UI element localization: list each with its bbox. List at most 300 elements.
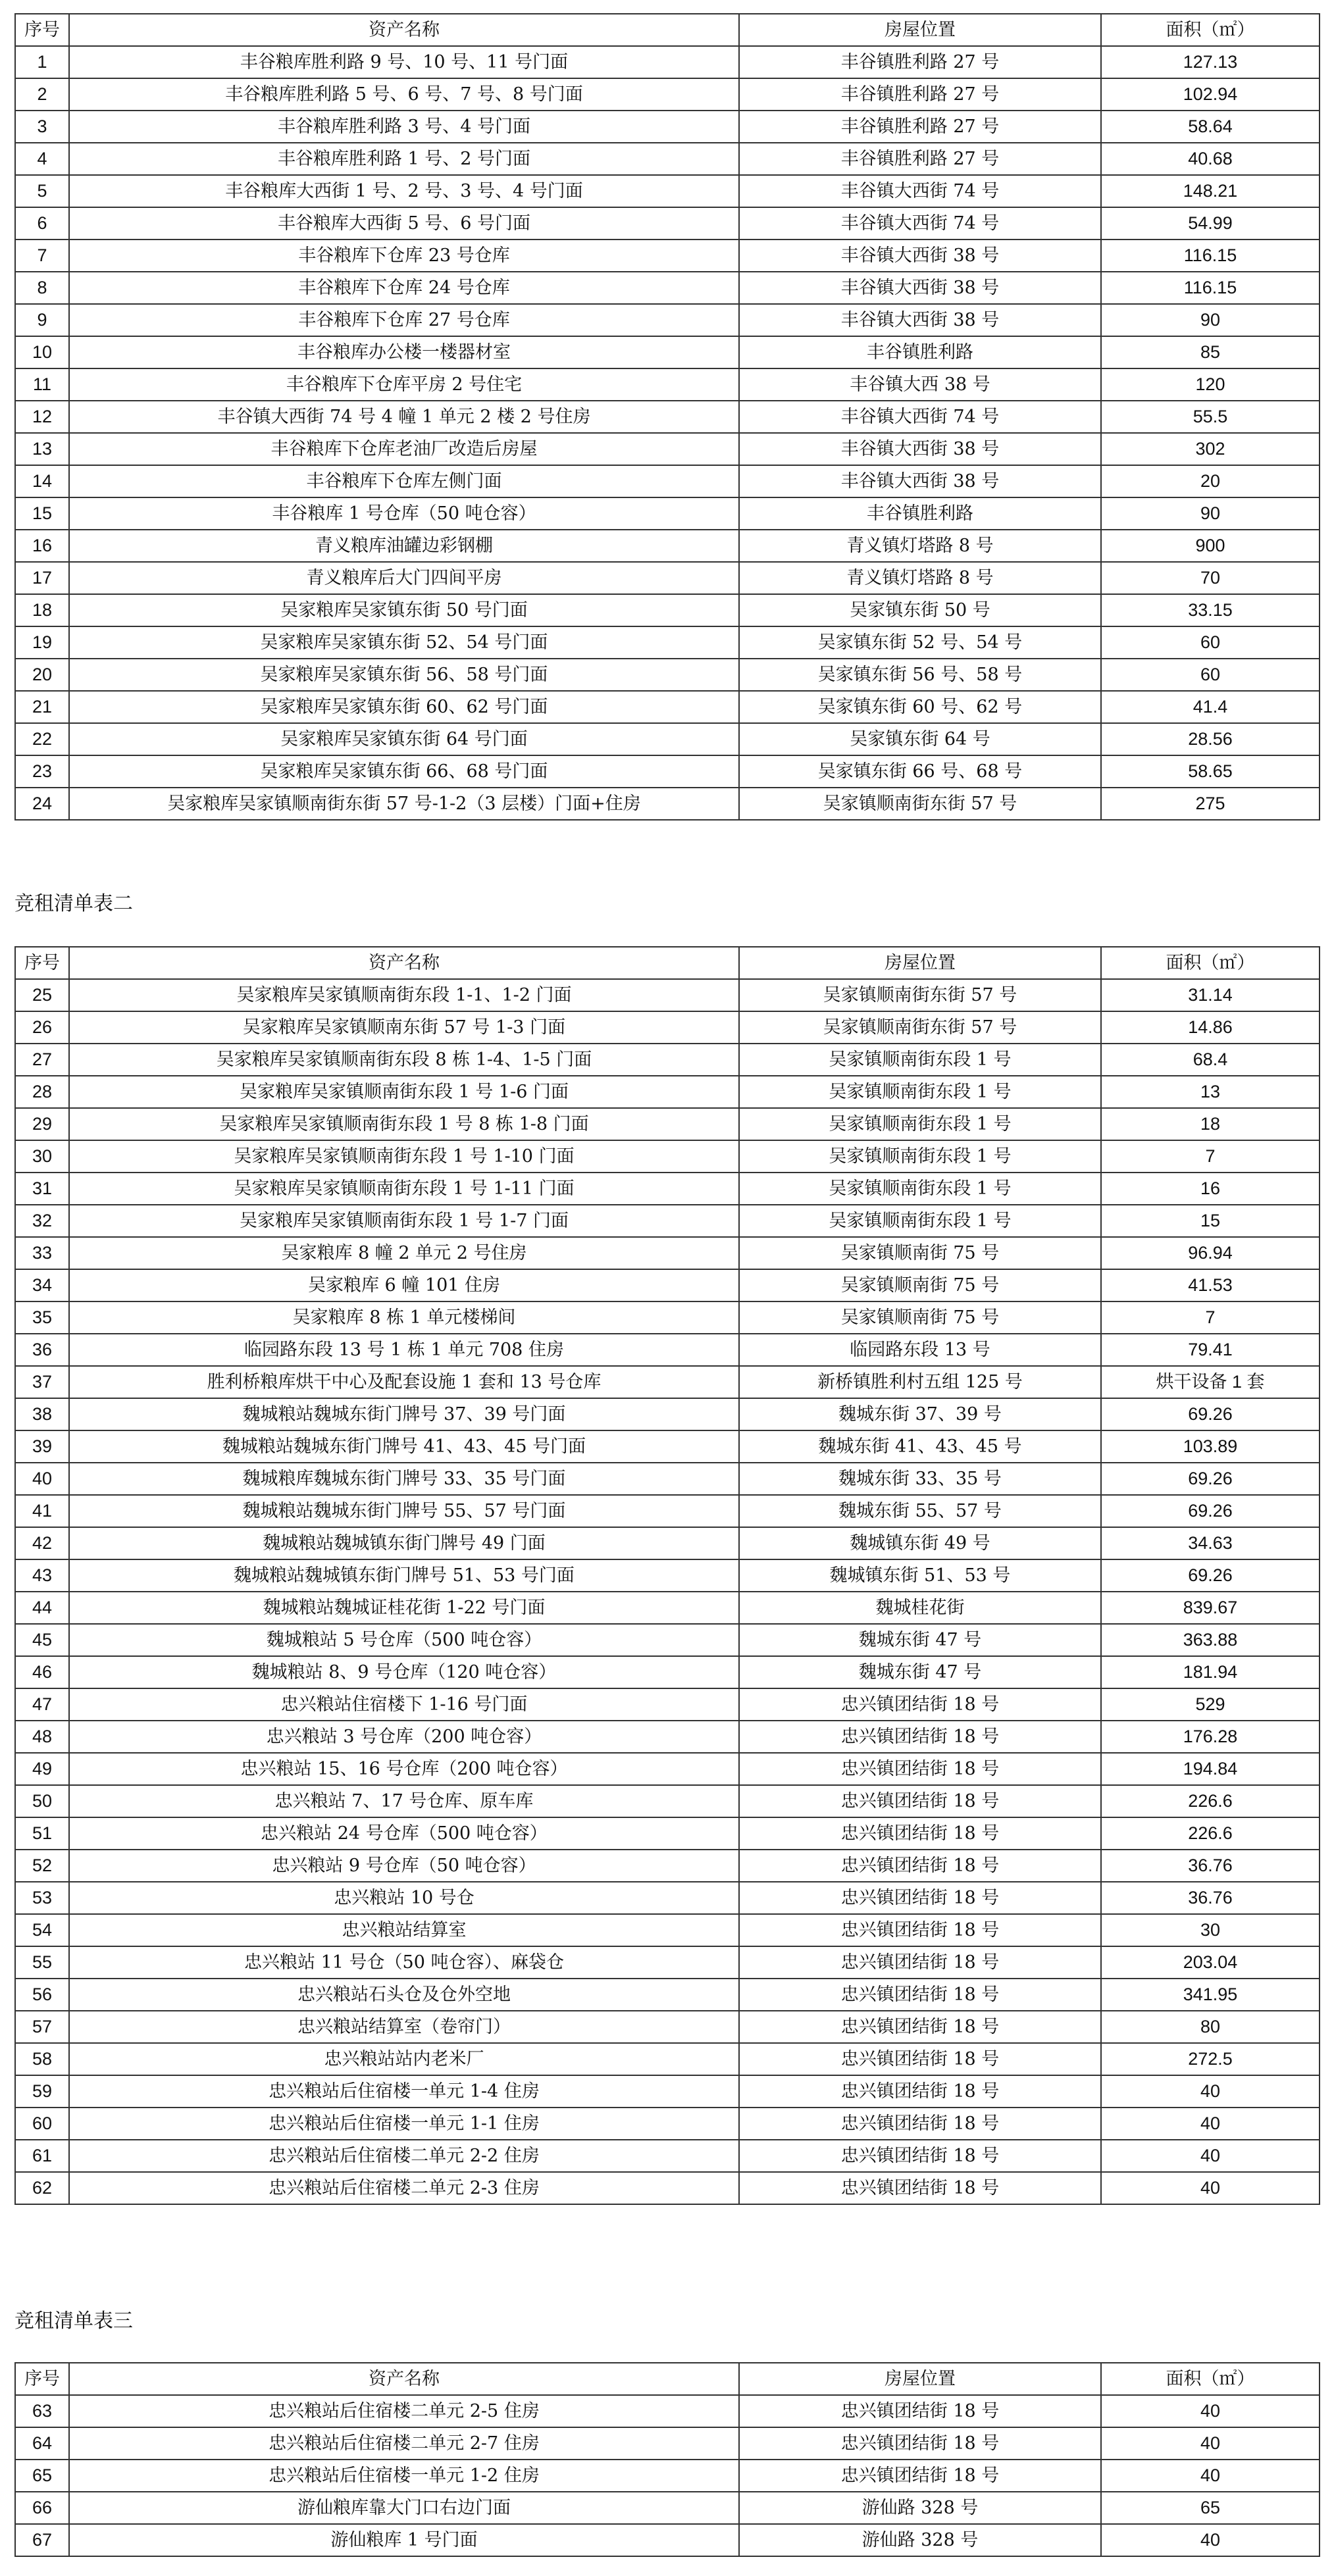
cell-asset-name: 魏城粮站魏城东街门牌号 37、39 号门面 xyxy=(69,1398,739,1430)
cell-area: 68.4 xyxy=(1101,1044,1320,1076)
cell-location: 丰谷镇大西街 38 号 xyxy=(739,433,1101,465)
cell-area: 40 xyxy=(1101,2395,1320,2427)
cell-asset-name: 忠兴粮站后住宿楼二单元 2-5 住房 xyxy=(69,2395,739,2427)
cell-no: 2 xyxy=(15,78,69,111)
cell-area: 58.65 xyxy=(1101,755,1320,788)
cell-area: 529 xyxy=(1101,1688,1320,1721)
table-row xyxy=(15,2043,1320,2075)
cell-asset-name: 丰谷粮库下仓库左侧门面 xyxy=(69,465,739,497)
cell-location: 忠兴镇团结街 18 号 xyxy=(739,1882,1101,1914)
caption-table-2: 竞租清单表二 xyxy=(14,892,133,915)
cell-location: 丰谷镇大西 38 号 xyxy=(739,368,1101,401)
cell-area: 96.94 xyxy=(1101,1237,1320,1269)
cell-no: 30 xyxy=(15,1140,69,1173)
table-row xyxy=(15,1463,1320,1495)
cell-area: 16 xyxy=(1101,1173,1320,1205)
cell-no: 38 xyxy=(15,1398,69,1430)
cell-area: 36.76 xyxy=(1101,1882,1320,1914)
cell-location: 丰谷镇大西街 74 号 xyxy=(739,207,1101,240)
cell-asset-name: 魏城粮站魏城证桂花街 1-22 号门面 xyxy=(69,1592,739,1624)
cell-no: 42 xyxy=(15,1527,69,1559)
table-row xyxy=(15,433,1320,465)
cell-location: 魏城镇东街 49 号 xyxy=(739,1527,1101,1559)
cell-location: 丰谷镇胜利路 xyxy=(739,497,1101,530)
cell-asset-name: 忠兴粮站结算室（卷帘门） xyxy=(69,2011,739,2043)
table-row xyxy=(15,1334,1320,1366)
cell-no: 3 xyxy=(15,111,69,143)
cell-area: 20 xyxy=(1101,465,1320,497)
cell-asset-name: 忠兴粮站后住宿楼一单元 1-4 住房 xyxy=(69,2075,739,2108)
cell-asset-name: 游仙粮库 1 号门面 xyxy=(69,2524,739,2556)
cell-area: 900 xyxy=(1101,530,1320,562)
cell-no: 43 xyxy=(15,1559,69,1592)
cell-area: 65 xyxy=(1101,2492,1320,2524)
cell-asset-name: 忠兴粮站 15、16 号仓库（200 吨仓容） xyxy=(69,1753,739,1785)
cell-area: 28.56 xyxy=(1101,723,1320,755)
table-row xyxy=(15,2011,1320,2043)
cell-no: 56 xyxy=(15,1979,69,2011)
cell-asset-name: 丰谷粮库胜利路 9 号、10 号、11 号门面 xyxy=(69,46,739,78)
table-row xyxy=(15,979,1320,1011)
cell-location: 丰谷镇大西街 74 号 xyxy=(739,175,1101,207)
cell-location: 忠兴镇团结街 18 号 xyxy=(739,2043,1101,2075)
cell-no: 23 xyxy=(15,755,69,788)
cell-no: 44 xyxy=(15,1592,69,1624)
cell-location: 吴家镇顺南街 75 号 xyxy=(739,1269,1101,1301)
cell-location: 吴家镇东街 64 号 xyxy=(739,723,1101,755)
table-row xyxy=(15,304,1320,336)
table-row xyxy=(15,691,1320,723)
table-row xyxy=(15,1592,1320,1624)
cell-asset-name: 忠兴粮站后住宿楼一单元 1-1 住房 xyxy=(69,2108,739,2140)
cell-no: 29 xyxy=(15,1108,69,1140)
cell-no: 52 xyxy=(15,1850,69,1882)
cell-asset-name: 忠兴粮站后住宿楼二单元 2-3 住房 xyxy=(69,2172,739,2204)
table-row xyxy=(15,1108,1320,1140)
cell-area: 102.94 xyxy=(1101,78,1320,111)
cell-area: 36.76 xyxy=(1101,1850,1320,1882)
cell-asset-name: 忠兴粮站站内老米厂 xyxy=(69,2043,739,2075)
cell-asset-name: 吴家粮库 8 栋 1 单元楼梯间 xyxy=(69,1301,739,1334)
cell-location: 丰谷镇胜利路 27 号 xyxy=(739,143,1101,175)
cell-asset-name: 忠兴粮站后住宿楼一单元 1-2 住房 xyxy=(69,2460,739,2492)
cell-area: 60 xyxy=(1101,659,1320,691)
table-row xyxy=(15,1076,1320,1108)
cell-asset-name: 吴家粮库吴家镇东街 56、58 号门面 xyxy=(69,659,739,691)
cell-no: 14 xyxy=(15,465,69,497)
cell-area: 40 xyxy=(1101,2460,1320,2492)
cell-no: 10 xyxy=(15,336,69,368)
cell-no: 35 xyxy=(15,1301,69,1334)
table-row xyxy=(15,2172,1320,2204)
cell-location: 吴家镇顺南街东街 57 号 xyxy=(739,1011,1101,1044)
cell-asset-name: 吴家粮库吴家镇东街 60、62 号门面 xyxy=(69,691,739,723)
cell-asset-name: 忠兴粮站后住宿楼二单元 2-2 住房 xyxy=(69,2140,739,2172)
cell-asset-name: 魏城粮站魏城东街门牌号 41、43、45 号门面 xyxy=(69,1430,739,1463)
cell-area: 31.14 xyxy=(1101,979,1320,1011)
cell-no: 15 xyxy=(15,497,69,530)
cell-area: 69.26 xyxy=(1101,1398,1320,1430)
cell-no: 20 xyxy=(15,659,69,691)
cell-area: 40 xyxy=(1101,2427,1320,2460)
cell-area: 54.99 xyxy=(1101,207,1320,240)
cell-location: 魏城桂花街 xyxy=(739,1592,1101,1624)
table-row xyxy=(15,1366,1320,1398)
cell-no: 1 xyxy=(15,46,69,78)
cell-no: 25 xyxy=(15,979,69,1011)
cell-asset-name: 丰谷粮库下仓库 24 号仓库 xyxy=(69,272,739,304)
table-row xyxy=(15,1882,1320,1914)
table-row xyxy=(15,1721,1320,1753)
cell-no: 5 xyxy=(15,175,69,207)
header-no: 序号 xyxy=(15,947,69,979)
header-asset-name: 资产名称 xyxy=(69,14,739,46)
table-row xyxy=(15,1850,1320,1882)
cell-asset-name: 丰谷粮库大西街 5 号、6 号门面 xyxy=(69,207,739,240)
cell-area: 148.21 xyxy=(1101,175,1320,207)
table-row xyxy=(15,240,1320,272)
table-row xyxy=(15,659,1320,691)
cell-asset-name: 吴家粮库吴家镇东街 52、54 号门面 xyxy=(69,626,739,659)
cell-area: 烘干设备 1 套 xyxy=(1101,1366,1320,1398)
table-row xyxy=(15,1301,1320,1334)
cell-asset-name: 忠兴粮站 3 号仓库（200 吨仓容） xyxy=(69,1721,739,1753)
cell-no: 37 xyxy=(15,1366,69,1398)
cell-location: 丰谷镇大西街 74 号 xyxy=(739,401,1101,433)
table-row xyxy=(15,1430,1320,1463)
cell-area: 7 xyxy=(1101,1140,1320,1173)
cell-asset-name: 魏城粮站魏城东街门牌号 55、57 号门面 xyxy=(69,1495,739,1527)
cell-location: 魏城东街 41、43、45 号 xyxy=(739,1430,1101,1463)
cell-no: 49 xyxy=(15,1753,69,1785)
cell-asset-name: 吴家粮库吴家镇顺南街东街 57 号-1-2（3 层楼）门面+住房 xyxy=(69,788,739,820)
cell-no: 64 xyxy=(15,2427,69,2460)
cell-asset-name: 临园路东段 13 号 1 栋 1 单元 708 住房 xyxy=(69,1334,739,1366)
cell-asset-name: 魏城粮站 5 号仓库（500 吨仓容） xyxy=(69,1624,739,1656)
cell-location: 丰谷镇大西街 38 号 xyxy=(739,272,1101,304)
cell-asset-name: 忠兴粮站结算室 xyxy=(69,1914,739,1946)
table-row xyxy=(15,1656,1320,1688)
cell-asset-name: 吴家粮库吴家镇顺南街东段 1 号 8 栋 1-8 门面 xyxy=(69,1108,739,1140)
cell-asset-name: 忠兴粮站 24 号仓库（500 吨仓容） xyxy=(69,1817,739,1850)
cell-location: 临园路东段 13 号 xyxy=(739,1334,1101,1366)
cell-area: 13 xyxy=(1101,1076,1320,1108)
cell-location: 丰谷镇胜利路 27 号 xyxy=(739,111,1101,143)
table-row xyxy=(15,336,1320,368)
cell-asset-name: 丰谷粮库办公楼一楼器材室 xyxy=(69,336,739,368)
table-row xyxy=(15,562,1320,594)
cell-location: 忠兴镇团结街 18 号 xyxy=(739,2427,1101,2460)
cell-area: 30 xyxy=(1101,1914,1320,1946)
cell-area: 40 xyxy=(1101,2524,1320,2556)
cell-location: 吴家镇顺南街东段 1 号 xyxy=(739,1205,1101,1237)
cell-location: 丰谷镇大西街 38 号 xyxy=(739,240,1101,272)
cell-asset-name: 吴家粮库吴家镇东街 50 号门面 xyxy=(69,594,739,626)
header-area: 面积（㎡） xyxy=(1101,2363,1320,2395)
cell-no: 46 xyxy=(15,1656,69,1688)
cell-area: 41.53 xyxy=(1101,1269,1320,1301)
table-row xyxy=(15,497,1320,530)
cell-no: 58 xyxy=(15,2043,69,2075)
cell-no: 16 xyxy=(15,530,69,562)
cell-area: 839.67 xyxy=(1101,1592,1320,1624)
caption-table-3: 竞租清单表三 xyxy=(14,2310,133,2333)
cell-asset-name: 丰谷粮库胜利路 5 号、6 号、7 号、8 号门面 xyxy=(69,78,739,111)
cell-area: 272.5 xyxy=(1101,2043,1320,2075)
cell-location: 忠兴镇团结街 18 号 xyxy=(739,1721,1101,1753)
cell-asset-name: 魏城粮站 8、9 号仓库（120 吨仓容） xyxy=(69,1656,739,1688)
cell-no: 17 xyxy=(15,562,69,594)
table-row xyxy=(15,626,1320,659)
cell-asset-name: 吴家粮库吴家镇顺南街东段 1 号 1-11 门面 xyxy=(69,1173,739,1205)
cell-asset-name: 丰谷粮库下仓库 27 号仓库 xyxy=(69,304,739,336)
table-row xyxy=(15,1946,1320,1979)
cell-area: 33.15 xyxy=(1101,594,1320,626)
cell-asset-name: 丰谷粮库下仓库老油厂改造后房屋 xyxy=(69,433,739,465)
table-row xyxy=(15,368,1320,401)
cell-area: 79.41 xyxy=(1101,1334,1320,1366)
table-row xyxy=(15,111,1320,143)
cell-no: 66 xyxy=(15,2492,69,2524)
header-area: 面积（㎡） xyxy=(1101,14,1320,46)
cell-area: 55.5 xyxy=(1101,401,1320,433)
cell-location: 忠兴镇团结街 18 号 xyxy=(739,2395,1101,2427)
cell-asset-name: 吴家粮库吴家镇顺南街东段 1 号 1-10 门面 xyxy=(69,1140,739,1173)
header-location: 房屋位置 xyxy=(739,947,1101,979)
cell-area: 41.4 xyxy=(1101,691,1320,723)
header-location: 房屋位置 xyxy=(739,2363,1101,2395)
cell-area: 70 xyxy=(1101,562,1320,594)
cell-asset-name: 吴家粮库 8 幢 2 单元 2 号住房 xyxy=(69,1237,739,1269)
cell-asset-name: 魏城粮站魏城镇东街门牌号 51、53 号门面 xyxy=(69,1559,739,1592)
cell-location: 魏城东街 47 号 xyxy=(739,1656,1101,1688)
table-row xyxy=(15,272,1320,304)
cell-asset-name: 吴家粮库吴家镇顺南街东段 1 号 1-7 门面 xyxy=(69,1205,739,1237)
cell-location: 青义镇灯塔路 8 号 xyxy=(739,530,1101,562)
table-row xyxy=(15,1237,1320,1269)
cell-no: 36 xyxy=(15,1334,69,1366)
cell-area: 116.15 xyxy=(1101,240,1320,272)
header-asset-name: 资产名称 xyxy=(69,947,739,979)
cell-asset-name: 忠兴粮站后住宿楼二单元 2-7 住房 xyxy=(69,2427,739,2460)
table-row xyxy=(15,1688,1320,1721)
table-row xyxy=(15,755,1320,788)
cell-no: 26 xyxy=(15,1011,69,1044)
cell-location: 吴家镇顺南街东段 1 号 xyxy=(739,1108,1101,1140)
cell-asset-name: 丰谷粮库下仓库平房 2 号住宅 xyxy=(69,368,739,401)
table-row xyxy=(15,1785,1320,1817)
cell-location: 吴家镇顺南街东段 1 号 xyxy=(739,1140,1101,1173)
cell-location: 丰谷镇胜利路 27 号 xyxy=(739,46,1101,78)
cell-asset-name: 魏城粮站魏城镇东街门牌号 49 门面 xyxy=(69,1527,739,1559)
cell-location: 忠兴镇团结街 18 号 xyxy=(739,2075,1101,2108)
cell-no: 21 xyxy=(15,691,69,723)
cell-location: 游仙路 328 号 xyxy=(739,2492,1101,2524)
table-row xyxy=(15,2395,1320,2427)
cell-no: 59 xyxy=(15,2075,69,2108)
cell-no: 47 xyxy=(15,1688,69,1721)
table-row xyxy=(15,1173,1320,1205)
cell-location: 魏城东街 55、57 号 xyxy=(739,1495,1101,1527)
cell-no: 40 xyxy=(15,1463,69,1495)
table-row xyxy=(15,46,1320,78)
cell-no: 24 xyxy=(15,788,69,820)
table-row xyxy=(15,1817,1320,1850)
cell-location: 忠兴镇团结街 18 号 xyxy=(739,1753,1101,1785)
cell-no: 32 xyxy=(15,1205,69,1237)
cell-no: 34 xyxy=(15,1269,69,1301)
table-row xyxy=(15,1979,1320,2011)
cell-asset-name: 忠兴粮站 11 号仓（50 吨仓容）、麻袋仓 xyxy=(69,1946,739,1979)
cell-asset-name: 丰谷粮库大西街 1 号、2 号、3 号、4 号门面 xyxy=(69,175,739,207)
cell-no: 8 xyxy=(15,272,69,304)
cell-area: 80 xyxy=(1101,2011,1320,2043)
lease-table-3 xyxy=(14,2362,1320,2557)
cell-asset-name: 吴家粮库吴家镇顺南东街 57 号 1-3 门面 xyxy=(69,1011,739,1044)
cell-area: 40 xyxy=(1101,2172,1320,2204)
cell-location: 忠兴镇团结街 18 号 xyxy=(739,1785,1101,1817)
cell-no: 12 xyxy=(15,401,69,433)
table-row xyxy=(15,1753,1320,1785)
cell-location: 忠兴镇团结街 18 号 xyxy=(739,1979,1101,2011)
cell-asset-name: 吴家粮库吴家镇东街 64 号门面 xyxy=(69,723,739,755)
cell-asset-name: 吴家粮库吴家镇顺南街东段 1-1、1-2 门面 xyxy=(69,979,739,1011)
cell-area: 69.26 xyxy=(1101,1463,1320,1495)
cell-location: 吴家镇顺南街东段 1 号 xyxy=(739,1076,1101,1108)
cell-area: 127.13 xyxy=(1101,46,1320,78)
cell-asset-name: 丰谷镇大西街 74 号 4 幢 1 单元 2 楼 2 号住房 xyxy=(69,401,739,433)
cell-no: 57 xyxy=(15,2011,69,2043)
header-area: 面积（㎡） xyxy=(1101,947,1320,979)
cell-area: 40 xyxy=(1101,2075,1320,2108)
cell-area: 7 xyxy=(1101,1301,1320,1334)
cell-no: 39 xyxy=(15,1430,69,1463)
cell-asset-name: 忠兴粮站 10 号仓 xyxy=(69,1882,739,1914)
cell-location: 忠兴镇团结街 18 号 xyxy=(739,2140,1101,2172)
header-asset-name: 资产名称 xyxy=(69,2363,739,2395)
table-row xyxy=(15,1527,1320,1559)
table-header-row xyxy=(15,2363,1320,2395)
cell-area: 226.6 xyxy=(1101,1817,1320,1850)
cell-location: 丰谷镇大西街 38 号 xyxy=(739,465,1101,497)
table-row xyxy=(15,2524,1320,2556)
cell-no: 61 xyxy=(15,2140,69,2172)
cell-location: 忠兴镇团结街 18 号 xyxy=(739,1817,1101,1850)
cell-area: 15 xyxy=(1101,1205,1320,1237)
cell-area: 40 xyxy=(1101,2140,1320,2172)
table-row xyxy=(15,78,1320,111)
cell-no: 54 xyxy=(15,1914,69,1946)
table-row xyxy=(15,465,1320,497)
cell-no: 67 xyxy=(15,2524,69,2556)
table-row xyxy=(15,175,1320,207)
cell-area: 85 xyxy=(1101,336,1320,368)
cell-location: 魏城镇东街 51、53 号 xyxy=(739,1559,1101,1592)
cell-no: 28 xyxy=(15,1076,69,1108)
cell-asset-name: 青义粮库油罐边彩钢棚 xyxy=(69,530,739,562)
table-row xyxy=(15,723,1320,755)
cell-no: 11 xyxy=(15,368,69,401)
cell-no: 18 xyxy=(15,594,69,626)
cell-no: 6 xyxy=(15,207,69,240)
table-row xyxy=(15,1205,1320,1237)
cell-no: 7 xyxy=(15,240,69,272)
cell-asset-name: 胜利桥粮库烘干中心及配套设施 1 套和 13 号仓库 xyxy=(69,1366,739,1398)
cell-area: 34.63 xyxy=(1101,1527,1320,1559)
cell-no: 13 xyxy=(15,433,69,465)
cell-area: 226.6 xyxy=(1101,1785,1320,1817)
table-row xyxy=(15,1914,1320,1946)
cell-area: 18 xyxy=(1101,1108,1320,1140)
cell-location: 吴家镇东街 66 号、68 号 xyxy=(739,755,1101,788)
cell-area: 69.26 xyxy=(1101,1495,1320,1527)
table-row xyxy=(15,2427,1320,2460)
table-row xyxy=(15,1398,1320,1430)
cell-area: 90 xyxy=(1101,304,1320,336)
cell-location: 吴家镇顺南街东街 57 号 xyxy=(739,788,1101,820)
cell-location: 忠兴镇团结街 18 号 xyxy=(739,1914,1101,1946)
cell-location: 吴家镇东街 52 号、54 号 xyxy=(739,626,1101,659)
table-row xyxy=(15,207,1320,240)
cell-no: 33 xyxy=(15,1237,69,1269)
table-row xyxy=(15,2108,1320,2140)
cell-no: 22 xyxy=(15,723,69,755)
cell-location: 游仙路 328 号 xyxy=(739,2524,1101,2556)
cell-no: 9 xyxy=(15,304,69,336)
cell-location: 吴家镇东街 56 号、58 号 xyxy=(739,659,1101,691)
table-row xyxy=(15,2075,1320,2108)
cell-location: 魏城东街 37、39 号 xyxy=(739,1398,1101,1430)
cell-asset-name: 吴家粮库吴家镇顺南街东段 8 栋 1-4、1-5 门面 xyxy=(69,1044,739,1076)
cell-area: 103.89 xyxy=(1101,1430,1320,1463)
table-row xyxy=(15,1559,1320,1592)
cell-location: 忠兴镇团结街 18 号 xyxy=(739,2011,1101,2043)
table-row xyxy=(15,594,1320,626)
cell-location: 忠兴镇团结街 18 号 xyxy=(739,1688,1101,1721)
cell-area: 40.68 xyxy=(1101,143,1320,175)
cell-no: 31 xyxy=(15,1173,69,1205)
cell-area: 116.15 xyxy=(1101,272,1320,304)
cell-area: 302 xyxy=(1101,433,1320,465)
cell-location: 忠兴镇团结街 18 号 xyxy=(739,2108,1101,2140)
cell-location: 魏城东街 47 号 xyxy=(739,1624,1101,1656)
cell-asset-name: 吴家粮库吴家镇顺南街东段 1 号 1-6 门面 xyxy=(69,1076,739,1108)
cell-no: 51 xyxy=(15,1817,69,1850)
cell-asset-name: 忠兴粮站 7、17 号仓库、原车库 xyxy=(69,1785,739,1817)
cell-no: 50 xyxy=(15,1785,69,1817)
table-row xyxy=(15,1495,1320,1527)
table-row xyxy=(15,1140,1320,1173)
cell-area: 176.28 xyxy=(1101,1721,1320,1753)
cell-location: 吴家镇顺南街东段 1 号 xyxy=(739,1173,1101,1205)
table-row xyxy=(15,2492,1320,2524)
cell-asset-name: 吴家粮库 6 幢 101 住房 xyxy=(69,1269,739,1301)
cell-asset-name: 丰谷粮库下仓库 23 号仓库 xyxy=(69,240,739,272)
cell-area: 58.64 xyxy=(1101,111,1320,143)
cell-area: 275 xyxy=(1101,788,1320,820)
lease-table-2 xyxy=(14,946,1320,2205)
table-row xyxy=(15,2140,1320,2172)
header-location: 房屋位置 xyxy=(739,14,1101,46)
table-row xyxy=(15,2460,1320,2492)
table-header-row xyxy=(15,947,1320,979)
cell-location: 吴家镇顺南街东段 1 号 xyxy=(739,1044,1101,1076)
cell-asset-name: 丰谷粮库 1 号仓库（50 吨仓容） xyxy=(69,497,739,530)
cell-no: 19 xyxy=(15,626,69,659)
cell-no: 65 xyxy=(15,2460,69,2492)
cell-no: 62 xyxy=(15,2172,69,2204)
table-row xyxy=(15,401,1320,433)
